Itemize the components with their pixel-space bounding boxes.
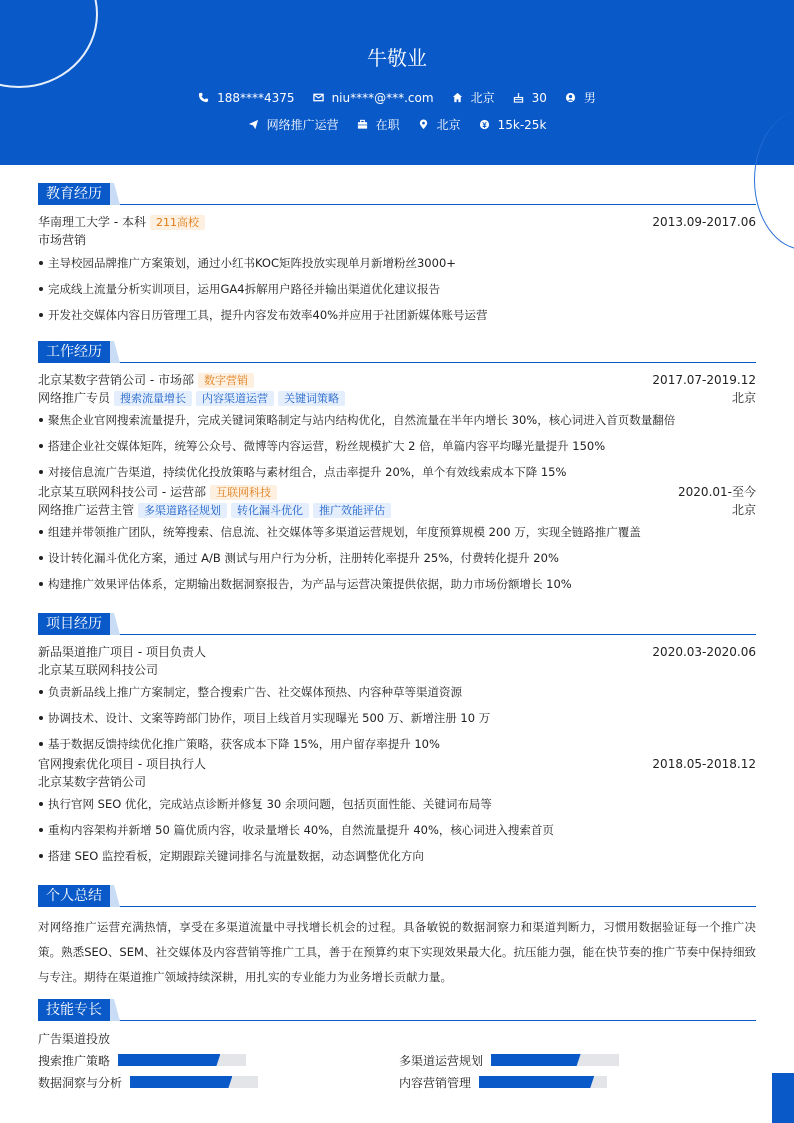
project-company: 北京某互联网科技公司 — [38, 663, 159, 677]
skill-item — [38, 1050, 246, 1070]
list-item: 构建推广效果评估体系，定期输出数据洞察报告，为产品与运营决策提供依据，助力市场份额增长 10% — [38, 571, 756, 597]
email-info — [313, 89, 434, 106]
target-role-text: 网络推广运营 — [266, 118, 339, 132]
list-item: 对接信息流广告渠道，持续优化投放策略与素材组合，点击率提升 20%，单个有效线索成本下降 15% — [38, 459, 756, 485]
project-name: 新品渠道推广项目 - 项目负责人 — [38, 645, 206, 659]
education-date: 2013.09-2017.06 — [652, 215, 756, 229]
money-icon — [479, 119, 490, 130]
section-title: 教育经历 — [38, 183, 110, 205]
skill-category: 广告渠道投放 — [38, 1032, 111, 1046]
skill-tag: 转化漏斗优化 — [231, 503, 309, 518]
age-text: 30 — [531, 90, 547, 105]
skill-tag: 关键词策略 — [278, 391, 345, 406]
gender-info — [565, 89, 596, 106]
resume-header — [0, 0, 794, 165]
skill-tag: 内容渠道运营 — [196, 391, 274, 406]
home-icon — [452, 92, 463, 103]
gender-icon — [565, 92, 576, 103]
list-item: 聚焦企业官网搜索流量提升，完成关键词策略制定与站内结构优化，自然流量在半年内增长 30%，核心词进入首页数量翻倍 — [38, 407, 756, 433]
project-company-row — [38, 773, 756, 791]
contact-info-row — [0, 89, 794, 106]
list-item: 基于数据反馈持续优化推广策略，获客成本下降 15%，用户留存率提升 10% — [38, 731, 756, 757]
send-icon — [248, 119, 259, 130]
job-bullets — [38, 407, 756, 485]
decorative-corner-block — [772, 1073, 794, 1123]
mail-icon — [313, 92, 324, 103]
list-item: 组建并带领推广团队，统筹搜索、信息流、社交媒体等多渠道运营规划，年度预算规模 200 万，实现全链路推广覆盖 — [38, 519, 756, 545]
job-city: 北京 — [731, 503, 756, 517]
list-item: 搭建 SEO 监控看板，定期跟踪关键词排名与流量数据，动态调整优化方向 — [38, 843, 756, 869]
list-item: 执行官网 SEO 优化，完成站点诊断并修复 30 余项问题，包括页面性能、关键词布局等 — [38, 791, 756, 817]
major-text: 市场营销 — [38, 233, 87, 247]
cake-icon — [513, 92, 524, 103]
company-name: 北京某数字营销公司 - 市场部 — [38, 373, 194, 387]
company-tag: 互联网科技 — [210, 485, 277, 500]
school-name: 华南理工大学 - 本科 — [38, 215, 146, 229]
project-header-row — [38, 643, 756, 661]
skill-label: 数据洞察与分析 — [38, 1075, 123, 1090]
skill-item — [399, 1072, 607, 1092]
list-item: 重构内容架构并新增 50 篇优质内容，收录量增长 40%，自然流量提升 40%，核心词进入搜索首页 — [38, 817, 756, 843]
section-title: 工作经历 — [38, 341, 110, 363]
skill-bar — [130, 1076, 258, 1088]
skill-bar — [491, 1054, 619, 1066]
email-text: niu****@***.com — [331, 90, 434, 105]
skill-bar — [479, 1076, 607, 1088]
list-item: 搭建企业社交媒体矩阵，统筹公众号、微博等内容运营，粉丝规模扩大 2 倍，单篇内容平均曝光量提升 150% — [38, 433, 756, 459]
project-date: 2020.03-2020.06 — [652, 645, 756, 659]
project-company: 北京某数字营销公司 — [38, 775, 147, 789]
section-title-tail — [110, 613, 120, 635]
education-section — [38, 183, 756, 328]
education-bullets — [38, 250, 756, 328]
project-bullets — [38, 679, 756, 757]
project-company-row — [38, 661, 756, 679]
project-name: 官网搜索优化项目 - 项目执行人 — [38, 757, 206, 771]
briefcase-icon — [357, 119, 368, 130]
job-role-row — [38, 389, 756, 407]
skill-label: 搜索推广策略 — [38, 1053, 111, 1068]
project-bullets — [38, 791, 756, 869]
work-section — [38, 341, 756, 597]
section-header — [38, 885, 756, 907]
job-date: 2020.01-至今 — [678, 485, 756, 499]
section-header — [38, 613, 756, 635]
skill-tag: 多渠道路径规划 — [138, 503, 227, 518]
job-header-row — [38, 371, 756, 389]
project-header-row — [38, 755, 756, 773]
candidate-name: 牛敬业 — [367, 46, 427, 70]
job-role: 网络推广运营主管 — [38, 503, 135, 517]
location-pin-icon — [418, 119, 429, 130]
job-role: 网络推广专员 — [38, 391, 111, 405]
location-text: 北京 — [470, 91, 495, 105]
list-item: 协调技术、设计、文案等跨部门协作，项目上线首月实现曝光 500 万、新增注册 10 万 — [38, 705, 756, 731]
skill-bar-fill — [118, 1054, 220, 1066]
skill-tag: 搜索流量增长 — [114, 391, 192, 406]
list-item: 主导校园品牌推广方案策划，通过小红书KOC矩阵投放实现单月新增粉丝3000+ — [38, 250, 756, 276]
list-item: 负责新品线上推广方案制定，整合搜索广告、社交媒体预热、内容种草等渠道资源 — [38, 679, 756, 705]
skill-bar — [118, 1054, 246, 1066]
skill-bar-fill — [130, 1076, 232, 1088]
skill-bar-fill — [491, 1054, 581, 1066]
gender-text: 男 — [583, 91, 596, 105]
list-item: 完成线上流量分析实训项目，运用GA4拆解用户路径并输出渠道优化建议报告 — [38, 276, 756, 302]
salary-text: 15k-25k — [497, 117, 547, 132]
summary-section — [38, 885, 756, 990]
job-header-row — [38, 483, 756, 501]
section-title-tail — [110, 999, 120, 1021]
job-intent-row — [0, 116, 794, 133]
status-info — [357, 116, 400, 133]
section-title-tail — [110, 183, 120, 205]
section-title: 项目经历 — [38, 613, 110, 635]
skill-item — [38, 1072, 258, 1092]
age-info — [513, 89, 547, 106]
location-info — [452, 89, 495, 106]
company-name: 北京某互联网科技公司 - 运营部 — [38, 485, 206, 499]
summary-text: 对网络推广运营充满热情，享受在多渠道流量中寻找增长机会的过程。具备敏锐的数据洞察力和渠道判断力，习惯用数据验证每一个推广决策。熟悉SEO、SEM、社交媒体及内容营销等推广工具，善于在预算约束下实现效果最大化。抗压能力强，能在快节奏的推广节奏中保持细致与专注。期待在渠道推广领域持续深耕，用扎实的专业能力为业务增长贡献力量。 — [38, 920, 756, 984]
section-title: 技能专长 — [38, 999, 110, 1021]
projects-section — [38, 613, 756, 869]
target-city-text: 北京 — [436, 118, 461, 132]
list-item: 开发社交媒体内容日历管理工具，提升内容发布效率40%并应用于社团新媒体账号运营 — [38, 302, 756, 328]
section-header — [38, 183, 756, 205]
section-title: 个人总结 — [38, 885, 110, 907]
section-header — [38, 341, 756, 363]
job-bullets — [38, 519, 756, 597]
salary-info — [479, 116, 547, 133]
section-title-tail — [110, 341, 120, 363]
project-date: 2018.05-2018.12 — [652, 757, 756, 771]
section-title-tail — [110, 885, 120, 907]
phone-info — [198, 89, 294, 106]
phone-text: 188****4375 — [217, 90, 295, 105]
job-role-row — [38, 501, 756, 519]
job-city: 北京 — [731, 391, 756, 405]
school-tag: 211高校 — [150, 215, 205, 230]
list-item: 设计转化漏斗优化方案，通过 A/B 测试与用户行为分析，注册转化率提升 25%，付费转化提升 20% — [38, 545, 756, 571]
section-header — [38, 999, 756, 1021]
target-role-info — [248, 116, 339, 133]
company-tag: 数字营销 — [198, 373, 254, 388]
skill-tag: 推广效能评估 — [313, 503, 391, 518]
job-date: 2017.07-2019.12 — [652, 373, 756, 387]
status-text: 在职 — [375, 118, 400, 132]
skill-bar-fill — [479, 1076, 594, 1088]
skills-section — [38, 999, 756, 1099]
major-row — [38, 231, 756, 249]
skill-label: 内容营销管理 — [399, 1075, 472, 1090]
phone-icon — [198, 92, 209, 103]
skill-item — [399, 1050, 619, 1070]
education-row — [38, 213, 756, 231]
target-city-info — [418, 116, 461, 133]
skill-label: 多渠道运营规划 — [399, 1053, 484, 1068]
